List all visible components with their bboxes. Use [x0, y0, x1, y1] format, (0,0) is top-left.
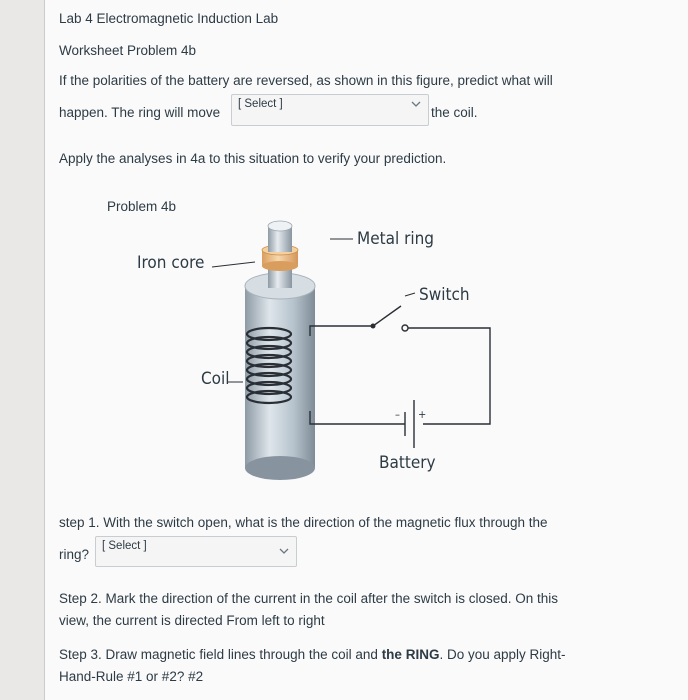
- page-title: Lab 4 Electromagnetic Induction Lab: [59, 11, 279, 26]
- label-coil: Coil: [201, 369, 230, 389]
- label-minus: –: [395, 408, 400, 421]
- step3-line-1-end: . Do you apply Right-: [439, 647, 566, 662]
- question-line-2-before: happen. The ring will move: [59, 105, 221, 120]
- battery-symbol: [405, 400, 414, 448]
- worksheet-page: [44, 0, 688, 700]
- ring-direction-select-value: [ Select ]: [238, 98, 283, 110]
- ring-direction-select[interactable]: [231, 94, 429, 126]
- label-plus: +: [418, 408, 427, 421]
- solenoid-cylinder: [245, 273, 315, 480]
- step3-line-1-start: Step 3. Draw magnetic field lines through the coil and: [59, 647, 382, 662]
- step2-line-2: view, the current is directed From left to right: [59, 613, 325, 628]
- induction-figure: [105, 186, 525, 486]
- label-switch: Switch: [419, 285, 470, 305]
- flux-direction-select-value: [ Select ]: [102, 540, 147, 552]
- figure-caption: Problem 4b: [107, 199, 177, 214]
- step3-line-2: Hand-Rule #1 or #2? #2: [59, 669, 204, 684]
- step3-ring-emphasis: the RING: [381, 647, 440, 662]
- switch-contact: [371, 324, 376, 329]
- label-iron-core: Iron core: [137, 253, 205, 273]
- question-line-1: If the polarities of the battery are reversed, as shown in this figure, predict what will: [59, 73, 553, 88]
- circuit-wires: [310, 306, 490, 424]
- flux-direction-select[interactable]: [95, 536, 297, 567]
- chevron-down-icon: [411, 101, 421, 108]
- page-subtitle: Worksheet Problem 4b: [59, 43, 197, 58]
- label-metal-ring: Metal ring: [357, 229, 435, 249]
- step1-line-2: ring?: [59, 547, 90, 562]
- metal-ring: [262, 244, 298, 271]
- step1-line-1: step 1. With the switch open, what is the direction of the magnetic flux through the: [59, 515, 548, 530]
- induction-diagram: [105, 186, 525, 486]
- label-battery: Battery: [379, 453, 436, 473]
- step2-line-1: Step 2. Mark the direction of the current in the coil after the switch is closed. On this: [59, 591, 558, 606]
- question-line-2-after: the coil.: [431, 105, 478, 120]
- chevron-down-icon: [279, 548, 289, 555]
- instruction-text: Apply the analyses in 4a to this situation to verify your prediction.: [59, 151, 447, 166]
- step3-line-1: [59, 646, 566, 664]
